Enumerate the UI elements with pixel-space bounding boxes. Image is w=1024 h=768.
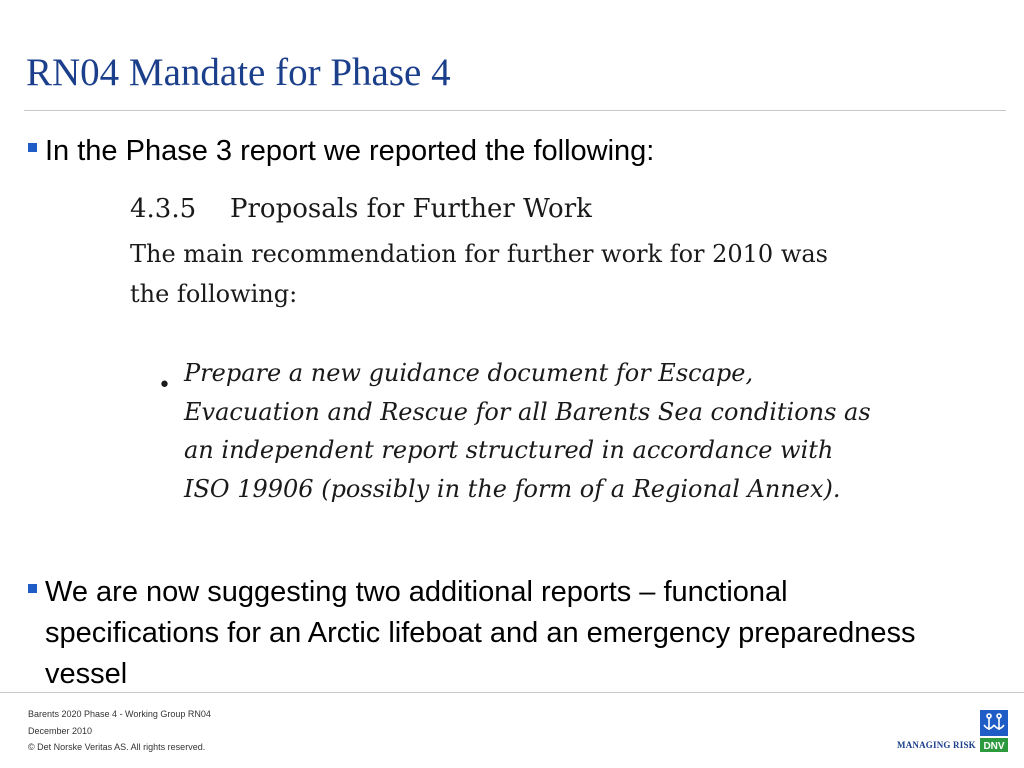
bullet-item [28, 572, 945, 695]
excerpt-heading [130, 192, 592, 226]
quoted-report-excerpt [126, 188, 886, 548]
title-divider [24, 110, 1006, 111]
dnv-logo-text: DNV [983, 741, 1005, 752]
footer-project: Barents 2020 Phase 4 - Working Group RN04 [28, 709, 211, 719]
bullet-text: We are now suggesting two additional reports – functional specifications for an Arctic lifeboat and an emergency preparedness vessel [45, 576, 916, 690]
excerpt-section-title: Proposals for Further Work [230, 194, 592, 224]
excerpt-item: Prepare a new guidance document for Escape, Evacuation and Rescue for all Barents Sea conditions as an independent report structured in accordance with ISO 19906 (possibly in the form of a Regional Annex). [184, 359, 871, 503]
excerpt-intro: The main recommendation for further work for 2010 was the following: [130, 240, 828, 308]
excerpt-section-number: 4.3.5 [130, 194, 197, 224]
footer-copyright: © Det Norske Veritas AS. All rights reserved. [28, 742, 206, 752]
bullet-square-icon [28, 584, 37, 593]
bullet-square-icon [28, 143, 37, 152]
bullet-text: In the Phase 3 report we reported the following: [45, 135, 655, 167]
bullet-item [28, 131, 654, 172]
excerpt-bullet-icon: • [158, 373, 171, 398]
managing-risk-tagline: MANAGING RISK [897, 740, 976, 750]
footer-divider [0, 692, 1024, 693]
dnv-logo-icon [980, 710, 1008, 752]
slide-title: RN04 Mandate for Phase 4 [26, 51, 451, 94]
footer-date: December 2010 [28, 726, 93, 736]
